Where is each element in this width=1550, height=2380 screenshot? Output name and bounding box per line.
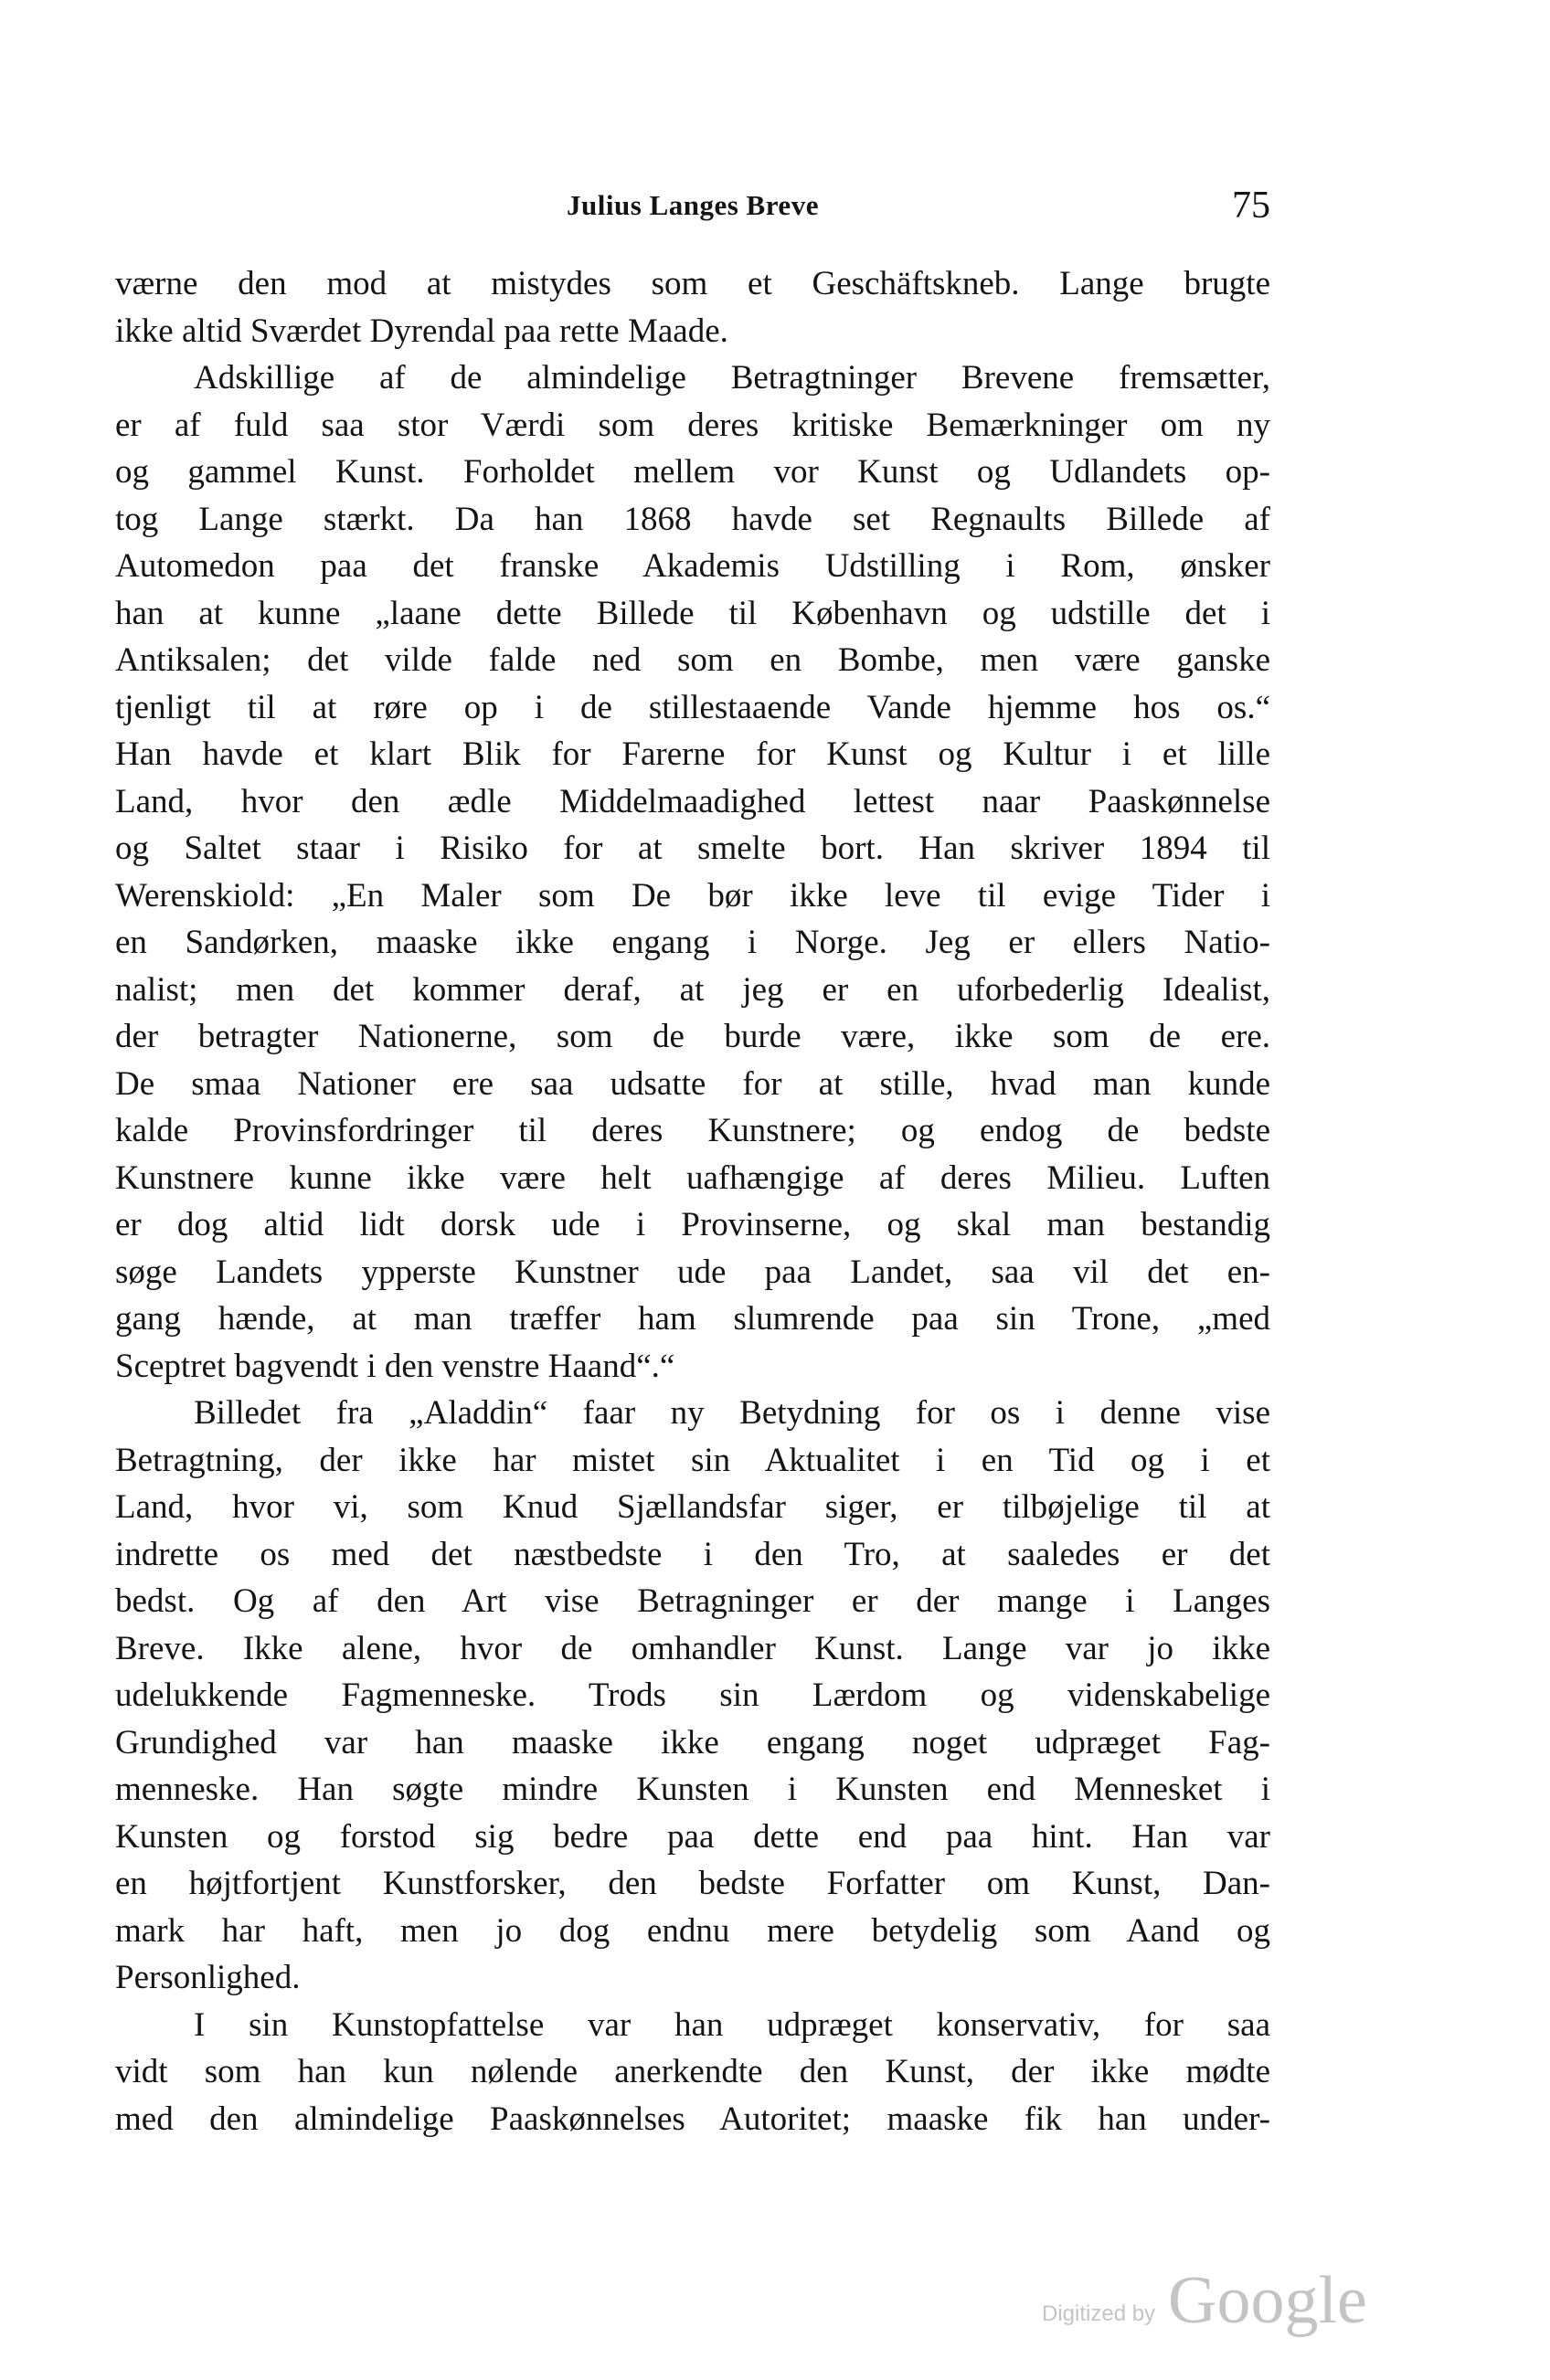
running-title: Julius Langes Breve <box>567 189 819 221</box>
text-line: indrette os med det næstbedste i den Tro, at saaledes er det <box>115 1535 1270 1573</box>
text-line: tog Lange stærkt. Da han 1868 havde set Regnaults Billede af <box>115 500 1270 538</box>
text-line: værne den mod at mistydes som et Geschäftskneb. Lange brugte <box>115 265 1270 302</box>
watermark-prefix: Digitized by <box>1042 2301 1156 2326</box>
text-line: Grundighed var han maaske ikke engang noget udpræget Fag- <box>115 1723 1270 1761</box>
text-line: nalist; men det kommer deraf, at jeg er en uforbederlig Idealist, <box>115 970 1270 1009</box>
text-line: han at kunne „laane dette Billede til København og udstille det i <box>115 594 1270 632</box>
text-line: Adskillige af de almindelige Betragtninger Brevene fremsætter, <box>194 359 1270 397</box>
text-line: der betragter Nationerne, som de burde være, ikke som de ere. <box>115 1018 1270 1055</box>
text-line: I sin Kunstopfattelse var han udpræget konservativ, for saa <box>194 2005 1270 2044</box>
text-line: Kunsten og forstod sig bedre paa dette end paa hint. Han var <box>115 1817 1270 1856</box>
text-line: vidt som han kun nølende anerkendte den Kunst, der ikke mødte <box>115 2053 1270 2090</box>
text-line: ikke altid Sværdet Dyrendal paa rette Maade. <box>115 312 728 350</box>
running-head <box>115 183 1270 228</box>
text-line: Land, hvor vi, som Knud Sjællandsfar siger, er tilbøjelige til at <box>115 1488 1270 1526</box>
text-line: bedst. Og af den Art vise Betragninger er der mange i Langes <box>115 1582 1270 1620</box>
text-line: Betragtning, der ikke har mistet sin Aktualitet i en Tid og i et <box>115 1441 1270 1479</box>
text-line: Sceptret bagvendt i den venstre Haand“.“ <box>115 1347 675 1385</box>
text-line: gang hænde, at man træffer ham slumrende paa sin Trone, „med <box>115 1300 1270 1338</box>
digitized-by-watermark <box>1042 2261 1426 2338</box>
body-text <box>115 260 1270 2142</box>
text-line: og gammel Kunst. Forholdet mellem vor Kunst og Udlandets op- <box>115 453 1270 491</box>
text-line: med den almindelige Paaskønnelses Autoritet; maaske fik han under- <box>115 2100 1270 2138</box>
text-line: Personlighed. <box>115 1959 301 1996</box>
text-line: Billedet fra „Aladdin“ faar ny Betydning for os i denne vise <box>194 1394 1270 1432</box>
text-line: Antiksalen; det vilde falde ned som en Bombe, men være ganske <box>115 641 1270 679</box>
text-line: De smaa Nationer ere saa udsatte for at stille, hvad man kunde <box>115 1064 1270 1103</box>
text-line: en Sandørken, maaske ikke engang i Norge. Jeg er ellers Natio- <box>115 924 1270 961</box>
text-line: tjenligt til at røre op i de stillestaaende Vande hjemme hos os.“ <box>115 688 1270 726</box>
text-line: Automedon paa det franske Akademis Udstilling i Rom, ønsker <box>115 547 1270 585</box>
text-line: kalde Provinsfordringer til deres Kunstnere; og endog de bedste <box>115 1112 1270 1149</box>
text-line: er dog altid lidt dorsk ude i Provinserne, og skal man bestandig <box>115 1206 1270 1243</box>
text-line: Land, hvor den ædle Middelmaadighed lettest naar Paaskønnelse <box>115 782 1270 820</box>
text-line: og Saltet staar i Risiko for at smelte bort. Han skriver 1894 til <box>115 830 1270 867</box>
text-line: søge Landets ypperste Kunstner ude paa Landet, saa vil det en- <box>115 1253 1270 1291</box>
watermark-brand: Google <box>1168 2263 1367 2338</box>
text-line: er af fuld saa stor Værdi som deres kritiske Bemærkninger om ny <box>115 406 1270 444</box>
text-line: Werenskiold: „En Maler som De bør ikke leve til evige Tider i <box>115 876 1270 915</box>
text-line: Han havde et klart Blik for Farerne for Kunst og Kultur i et lille <box>115 735 1270 773</box>
text-line: mark har haft, men jo dog endnu mere betydelig som Aand og <box>115 1911 1270 1950</box>
page-number: 75 <box>1232 185 1270 227</box>
text-line: Breve. Ikke alene, hvor de omhandler Kunst. Lange var jo ikke <box>115 1629 1270 1667</box>
text-line: menneske. Han søgte mindre Kunsten i Kunsten end Mennesket i <box>115 1771 1270 1808</box>
text-line: en højtfortjent Kunstforsker, den bedste Forfatter om Kunst, Dan- <box>115 1865 1270 1902</box>
text-line: Kunstnere kunne ikke være helt uafhængige af deres Milieu. Luften <box>115 1158 1270 1197</box>
text-line: udelukkende Fagmenneske. Trods sin Lærdom og videnskabelige <box>115 1677 1270 1714</box>
